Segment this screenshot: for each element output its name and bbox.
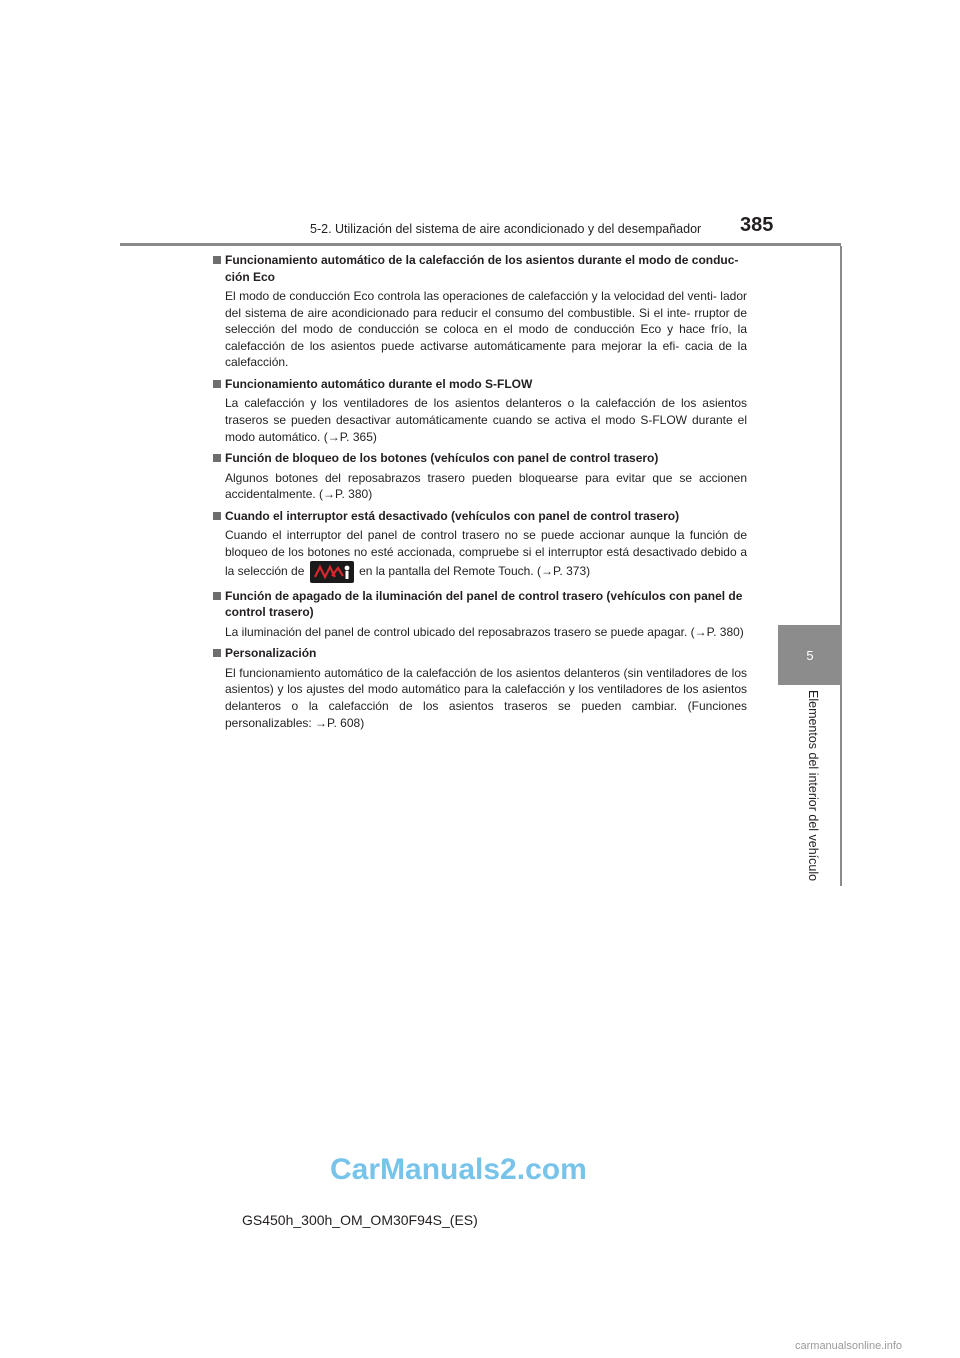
side-rule <box>840 246 842 886</box>
chapter-tab <box>778 625 842 685</box>
section-button-lock <box>213 450 747 503</box>
rear-control-disabled-icon <box>310 561 354 583</box>
page-content <box>213 252 747 736</box>
section-panel-lighting <box>213 588 747 641</box>
watermark-corner: carmanualsonline.info <box>795 1340 903 1352</box>
square-bullet-icon <box>213 512 221 520</box>
section-title: Personalización <box>213 645 747 662</box>
square-bullet-icon <box>213 256 221 264</box>
section-title: Funcionamiento automático durante el modo S-FLOW <box>213 376 747 393</box>
header-title: 5-2. Utilización del sistema de aire acondicionado y del desempañador <box>310 222 702 236</box>
square-bullet-icon <box>213 380 221 388</box>
header-rule <box>120 243 841 246</box>
section-title: Cuando el interruptor está desactivado (vehículos con panel de control trasero) <box>213 508 747 525</box>
page-number: 385 <box>740 214 774 236</box>
section-body: La calefacción y los ventiladores de los asientos delanteros o la calefacción de los asientos traseros se pueden desactivar automáticamente cuando se activa el modo S-FLOW durante el modo automático. (→P. 365) <box>225 396 747 444</box>
section-switch-disabled <box>213 508 747 583</box>
watermark-logo: CarManuals2.com <box>330 1153 587 1186</box>
section-body: La iluminación del panel de control ubicado del reposabrazos trasero se puede apagar. (→P. 380) <box>225 624 744 639</box>
section-title: Funcionamiento automático de la calefacción de los asientos durante el modo de conduc- ción Eco <box>213 252 747 285</box>
section-body: Algunos botones del reposabrazos trasero pueden bloquearse para evitar que se accionen accidentalmente. (→P. 380) <box>225 470 747 502</box>
square-bullet-icon <box>213 454 221 462</box>
section-title: Función de apagado de la iluminación del panel de control trasero (vehículos con panel de control trasero) <box>213 588 747 621</box>
section-eco-mode <box>213 252 747 371</box>
section-body: El modo de conducción Eco controla las operaciones de calefacción y la velocidad del venti- lador del sistema de aire acondicionado para reducir el consumo del combustible. Si el inte- rruptor de selección del modo de conducción se coloca en el modo de conducción Eco y hace frío, la calefacción de los asientos puede activarse automáticamente para mejorar la efi- cacia de la calefacción. <box>225 289 747 370</box>
footer-code: GS450h_300h_OM_OM30F94S_(ES) <box>242 1212 478 1228</box>
square-bullet-icon <box>213 592 221 600</box>
section-body: Cuando el interruptor del panel de control trasero no se puede accionar aunque la función de bloqueo de los botones no esté accionada, compruebe si el interruptor está desactivado debido a la selección de en la pantalla del Remote Touch. (→P. 373) <box>213 527 747 582</box>
section-s-flow <box>213 376 747 445</box>
section-body: El funcionamiento automático de la calefacción de los asientos delanteros (sin ventiladores de los asientos) y los ajustes del modo automático para la calefacción y los ventiladores de los asientos delanteros o la calefacción de los asientos traseros se pueden cambiar. (Funciones personalizables: →P. 608) <box>225 665 747 730</box>
chapter-label: Elementos del interior del vehículo <box>806 690 820 882</box>
square-bullet-icon <box>213 649 221 657</box>
section-title: Función de bloqueo de los botones (vehículos con panel de control trasero) <box>213 450 747 467</box>
section-customization <box>213 645 747 731</box>
chapter-number: 5 <box>806 647 814 663</box>
